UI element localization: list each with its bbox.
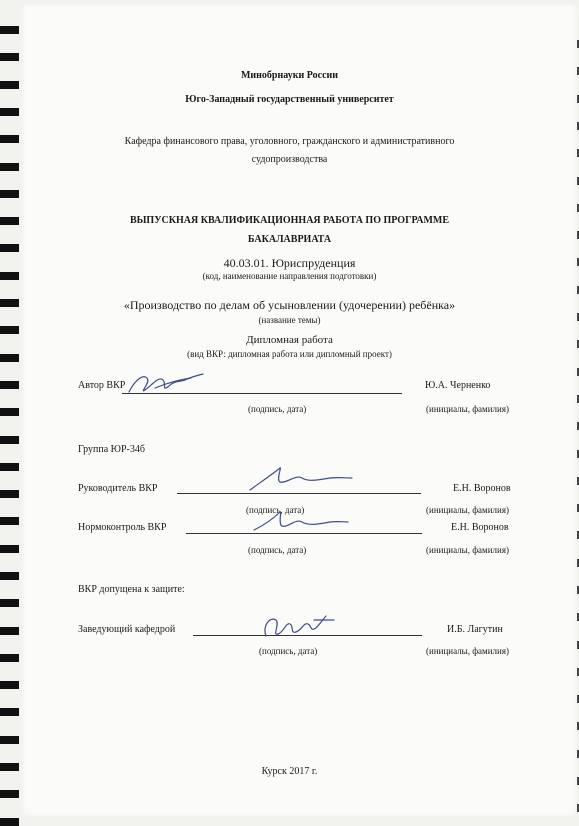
admitted-to-defense: ВКР допущена к защите:	[78, 584, 185, 595]
binding-hole	[0, 790, 19, 798]
topic-caption: (название темы)	[258, 315, 321, 325]
department-line-2: судопроизводства	[251, 154, 328, 165]
binding-hole	[0, 81, 19, 89]
city-year: Курск 2017 г.	[261, 766, 318, 777]
binding-hole	[0, 736, 19, 744]
group: Группа ЮР-34б	[78, 444, 145, 455]
supervisor-signature	[246, 460, 356, 496]
ministry: Минобрнауки России	[240, 70, 339, 81]
binding-hole	[0, 436, 19, 444]
head-signature	[260, 610, 340, 642]
binding-hole	[0, 408, 19, 416]
binding-hole	[0, 190, 19, 198]
normcontrol-signature	[250, 506, 350, 536]
binding-hole	[0, 627, 19, 635]
supervisor-name-caption: (инициалы, фамилия)	[426, 505, 509, 515]
binding-hole	[0, 244, 19, 252]
head-name-caption: (инициалы, фамилия)	[426, 646, 509, 656]
binding-hole	[0, 326, 19, 334]
binding-hole	[0, 818, 19, 826]
spiral-binding-left	[0, 0, 22, 819]
head-sign-caption: (подпись, дата)	[259, 646, 318, 656]
binding-hole	[0, 708, 19, 716]
binding-hole	[0, 108, 19, 116]
binding-hole	[0, 490, 19, 498]
author-name: Ю.А. Черненко	[425, 380, 491, 391]
binding-hole	[0, 572, 19, 580]
binding-hole	[0, 599, 19, 607]
binding-hole	[0, 545, 19, 553]
specialty-caption: (код, наименование направления подготовки)	[202, 271, 377, 281]
head-label: Заведующий кафедрой	[78, 624, 176, 635]
work-title-line-1: ВЫПУСКНАЯ КВАЛИФИКАЦИОННАЯ РАБОТА ПО ПРОГРАММЕ	[129, 215, 450, 226]
normcontrol-sign-caption: (подпись, дата)	[248, 545, 307, 555]
work-type-caption: (вид ВКР: дипломная работа или дипломный проект)	[187, 349, 392, 359]
binding-hole	[0, 654, 19, 662]
binding-hole	[0, 463, 19, 471]
normcontrol-name-caption: (инициалы, фамилия)	[426, 545, 509, 555]
author-name-caption: (инициалы, фамилия)	[426, 404, 509, 414]
supervisor-sign-caption: (подпись, дата)	[246, 505, 305, 515]
normcontrol-label: Нормоконтроль ВКР	[78, 522, 167, 533]
binding-hole	[0, 517, 19, 525]
supervisor-name: Е.Н. Воронов	[453, 483, 511, 494]
author-label: Автор ВКР	[78, 380, 126, 391]
author-signature	[125, 366, 210, 400]
normcontrol-name: Е.Н. Воронов	[451, 522, 509, 533]
department-line-1: Кафедра финансового права, уголовного, гражданского и административного	[124, 136, 455, 147]
binding-hole	[0, 53, 19, 61]
specialty-code: 40.03.01. Юриспруденция	[223, 256, 356, 270]
author-sign-caption: (подпись, дата)	[248, 404, 307, 414]
work-type: Дипломная работа	[246, 334, 333, 346]
binding-hole	[0, 381, 19, 389]
binding-hole	[0, 681, 19, 689]
topic: «Производство по делам об усыновлении (удочерении) ребёнка»	[123, 298, 456, 312]
university: Юго-Западный государственный университет	[185, 94, 394, 105]
supervisor-label: Руководитель ВКР	[78, 483, 158, 494]
work-title-line-2: БАКАЛАВРИАТА	[247, 234, 332, 245]
binding-hole	[0, 26, 19, 34]
head-name: И.Б. Лагутин	[447, 624, 503, 635]
